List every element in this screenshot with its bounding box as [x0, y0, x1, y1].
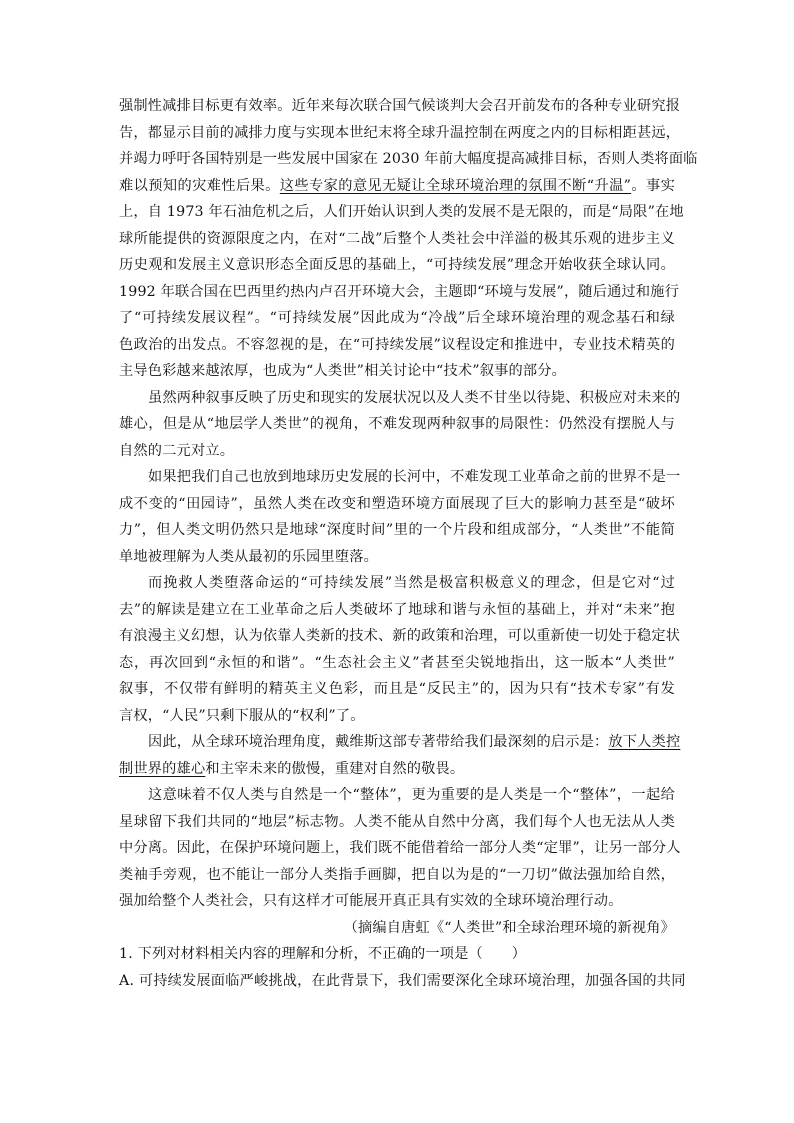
text-line: 中分离。因此，在保护环境问题上，我们既不能借着给一部分人类“定罪”，让另一部分人: [119, 840, 681, 856]
document-page: [119, 93, 698, 994]
text-line: [119, 729, 681, 756]
option-a: A. 可持续发展面临严峻挑战，在此背景下，我们需要深化全球环境治理，加强各国的共同: [119, 972, 686, 989]
text-line: 主导色彩越来越浓厚，也成为“人类世”相关讨论中“技术”叙事的部分。: [119, 363, 567, 379]
text-line: 单地被理解为人类从最初的乐园里堕落。: [119, 548, 378, 565]
text-line: 雄心，但是从“地层学人类世”的视角，不难发现两种叙事的局限性：仍然没有摆脱人与: [119, 416, 675, 432]
text-line: 虽然两种叙事反映了历史和现实的发展状况以及人类不甘坐以待毙、积极应对未来的: [148, 389, 681, 406]
text-span: 难以预知的灾难性后果。: [119, 177, 280, 194]
paragraph-1: [119, 93, 698, 385]
underlined-phrase: 制世界的雄心: [119, 760, 206, 777]
source-citation: （摘编自唐虹《“人类世”和全球治理环境的新视角》: [343, 919, 675, 936]
text-line: 如果把我们自己也放到地球历史发展的长河中，不难发现工业革命之前的世界不是一: [148, 469, 681, 485]
question-stem: 1. 下列对材料相关内容的理解和分析，不正确的一项是（ ）: [119, 946, 527, 962]
paragraph-5: [119, 729, 681, 782]
text-line: 历史观和发展主义意识形态全面反思的基础上，“可持续发展”理念开始收获全球认同。: [119, 257, 675, 273]
text-line: 色政治的出发点。不容忽视的是，在“可持续发展”议程设定和推进中，专业技术精英的: [119, 336, 675, 353]
question-1: [119, 941, 686, 994]
text-line: 去”的解读是建立在工业革命之后人类破坏了地球和谐与永恒的基础上，并对“未来”抱: [119, 601, 675, 618]
paragraph-3: [119, 464, 681, 570]
underlined-phrase: 放下人类控: [608, 734, 681, 750]
underlined-sentence: 这些专家的意见无疑让全球环境治理的氛围不断“升温”: [279, 177, 632, 194]
text-line: 上，自 1973 年石油危机之后，人们开始认识到人类的发展不是无限的，而是“局限”在地: [119, 204, 684, 220]
text-line: [119, 756, 675, 783]
text-line: 类袖手旁观，也不能让一部分人类指手画脚，把自以为是的“一刀切”做法强加给自然，: [119, 866, 675, 883]
text-line: 强加给整个人类社会，只有这样才可能展开真正具有实效的全球环境治理行动。: [119, 893, 623, 909]
text-line: 叙事，不仅带有鲜明的精英主义色彩，而且是“反民主”的，因为只有“技术专家”有发: [119, 681, 675, 697]
text-line: 力”，但人类文明仍然只是地球“深度时间”里的一个片段和组成部分，“人类世”不能简: [119, 522, 675, 538]
text-line: 并竭力呼吁各国特别是一些发展中国家在 2030 年前大幅度提高减排目标，否则人类将面临: [119, 151, 698, 167]
text-line: 了“可持续发展议程”。“可持续发展”因此成为“冷战”后全球环境治理的观念基石和绿: [119, 310, 675, 326]
paragraph-2: [119, 385, 681, 465]
text-line: 自然的二元对立。: [119, 442, 235, 459]
text-line: 成不变的“田园诗”，虽然人类在改变和塑造环境方面展现了巨大的影响力甚至是“破坏: [119, 495, 675, 512]
text-line: 这意味着不仅人类与自然是一个“整体”，更为重要的是人类是一个“整体”，一起给: [148, 787, 675, 803]
text-span: 因此，从全球环境治理角度，戴维斯这部专著带给我们最深刻的启示是：: [148, 734, 609, 750]
text-line: 态，再次回到“永恒的和谐”。“生态社会主义”者甚至尖锐地指出，这一版本“人类世”: [119, 654, 675, 671]
text-span: 和主宰未来的傲慢，重建对自然的敬畏。: [205, 760, 465, 777]
text-line: 言权，“人民”只剩下服从的“权利”了。: [119, 707, 365, 724]
text-line: 球所能提供的资源限度之内，在对“二战”后整个人类社会中洋溢的极其乐观的进步主义: [119, 230, 675, 247]
text-line: 星球留下我们共同的“地层”标志物。人类不能从自然中分离，我们每个人也无法从人类: [119, 813, 675, 830]
text-line: 1992 年联合国在巴西里约热内卢召开环境大会，主题即“环境与发展”，随后通过和施行: [119, 283, 680, 300]
text-line: 强制性减排目标更有效率。近年来每次联合国气候谈判大会召开前发布的各种专业研究报: [119, 98, 681, 114]
text-line: 而挽救人类堕落命运的“可持续发展”当然是极富积极意义的理念，但是它对“过: [148, 575, 675, 591]
text-line: 有浪漫主义幻想，认为依靠人类新的技术、新的政策和治理，可以重新使一切处于稳定状: [119, 628, 681, 644]
paragraph-4: [119, 570, 681, 729]
text-line: 告，都显示目前的减排力度与实现本世纪末将全球升温控制在两度之内的目标相距甚远，: [119, 124, 681, 141]
text-line: [119, 173, 675, 200]
paragraph-6: [119, 782, 681, 915]
text-span: 。事实: [631, 177, 675, 194]
